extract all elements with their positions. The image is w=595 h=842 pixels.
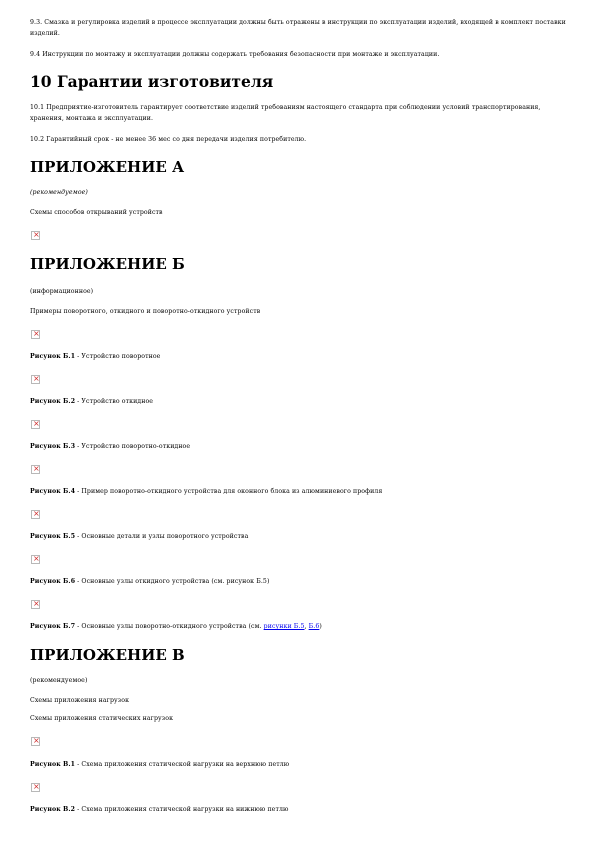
link-figure-b6[interactable]: Б.6 [308,623,320,630]
broken-image-icon [31,555,40,564]
figure-text: - Устройство поворотно-откидное [75,443,191,450]
broken-image-icon [31,375,40,384]
paragraph-10-1: 10.1 Предприятие-изготовитель гарантирует соответствие изделий требованиям настоящего стандарта при соблюдении условий транспортирования, хранения, монтажа и эксплуатации. [30,104,541,122]
broken-image-icon [31,330,40,339]
figure-caption-b7 [30,622,322,633]
figure-caption-b5 [30,532,248,543]
broken-image-icon [31,510,40,519]
figure-label: Рисунок Б.1 [30,353,76,360]
appendix-b-caption: Примеры поворотного, откидного и поворотно-откидного устройств [30,308,261,315]
figure-label: Рисунок Б.6 [30,578,76,585]
broken-image-icon [31,600,40,609]
appendix-v-caption-2: Схемы приложения статических нагрузок [30,715,174,722]
figure-caption-b6 [30,577,269,588]
appendix-b-heading: ПРИЛОЖЕНИЕ Б [30,255,185,273]
broken-image-icon [31,420,40,429]
broken-image-icon [31,465,40,474]
figure-text: - Схема приложения статической нагрузки на верхнюю петлю [75,761,290,768]
figure-text: - Схема приложения статической нагрузки на нижнюю петлю [75,806,289,813]
figure-text: - Основные узлы откидного устройства (см. рисунок Б.5) [75,578,270,585]
figure-label: Рисунок Б.4 [30,488,76,495]
appendix-v-status: (рекомендуемое) [30,677,88,684]
figure-caption-v1 [30,760,289,771]
appendix-v-caption-1: Схемы приложения нагрузок [30,697,130,704]
broken-image-icon [31,231,40,240]
figure-caption-b1 [30,352,160,363]
figure-label: Рисунок Б.5 [30,533,76,540]
figure-text: - Устройство откидное [75,398,154,405]
figure-caption-b4 [30,487,382,498]
appendix-v-heading: ПРИЛОЖЕНИЕ В [30,646,185,664]
paragraph-9-3: 9.3. Смазка и регулировка изделий в процессе эксплуатации должны быть отражены в инструкции по эксплуатации изделий, входящей в комплект поставки изделий. [30,19,566,37]
figure-text: - Основные детали и узлы поворотного устройства [75,533,249,540]
figure-text-end: ) [319,623,322,630]
broken-image-icon [31,737,40,746]
figure-text: - Пример поворотно-откидного устройства для оконного блока из алюминиевого профиля [75,488,383,495]
figure-text: - Основные узлы поворотно-откидного устройства (см. [75,623,264,630]
paragraph-9-4: 9.4 Инструкции по монтажу и эксплуатации должны содержать требования безопасности при монтаже и эксплуатации. [30,51,440,58]
figure-label: Рисунок Б.7 [30,623,76,630]
appendix-a-heading: ПРИЛОЖЕНИЕ А [30,158,185,176]
section-10-heading: 10 Гарантии изготовителя [30,72,274,91]
figure-text-separator: , [304,623,309,630]
appendix-a-status: (рекомендуемое) [30,189,88,196]
figure-label: Рисунок Б.3 [30,443,76,450]
appendix-b-status: (информационное) [30,288,94,295]
paragraph-10-2: 10.2 Гарантийный срок - не менее 36 мес со дня передачи изделия потребителю. [30,136,307,143]
figure-caption-v2 [30,805,289,816]
link-figures-b5[interactable]: рисунки Б.5 [263,623,305,630]
figure-label: Рисунок Б.2 [30,398,76,405]
figure-caption-b2 [30,397,153,408]
figure-text: - Устройство поворотное [75,353,161,360]
appendix-a-caption: Схемы способов открываний устройств [30,209,163,216]
figure-label: Рисунок В.2 [30,806,76,813]
figure-label: Рисунок В.1 [30,761,76,768]
figure-caption-b3 [30,442,190,453]
broken-image-icon [31,783,40,792]
